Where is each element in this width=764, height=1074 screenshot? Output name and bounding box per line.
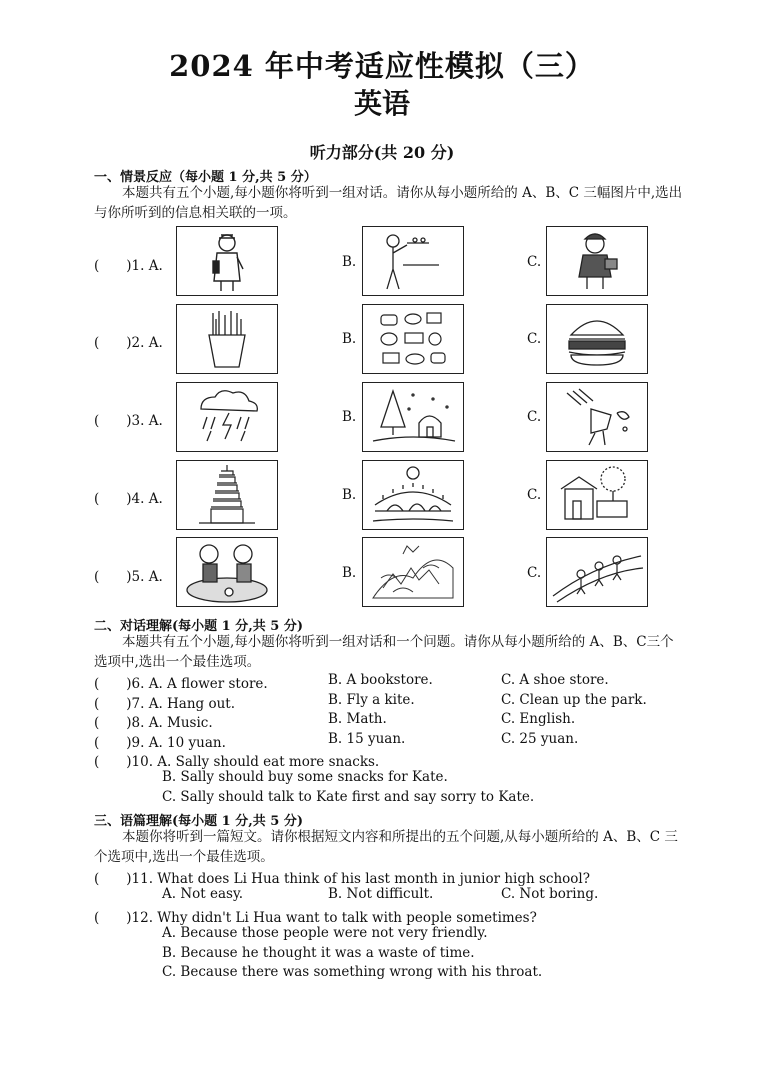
- q12-question: ( )12. Why didn't Li Hua want to talk with people sometimes?: [94, 910, 537, 926]
- q4-label-c: C.: [527, 487, 542, 503]
- q8-option-c: C. English.: [501, 711, 576, 727]
- q5-label-c: C.: [527, 565, 542, 581]
- q12-option-a: A. Because those people were not very friendly.: [162, 925, 488, 941]
- man-serving-tray-icon: [362, 226, 464, 296]
- thunderstorm-icon: [176, 382, 278, 452]
- q9-option-c: C. 25 yuan.: [501, 731, 579, 747]
- q8-option-b: B. Math.: [328, 711, 387, 727]
- pagoda-icon: [176, 460, 278, 530]
- q6-option-a: ( )6. A. A flower store.: [94, 676, 268, 692]
- section1-instructions: 本题共有五个小题,每小题你将听到一组对话。请你从每小题所给的 A、B、C 三幅图片中,选出与你所听到的信息相关联的一项。: [94, 185, 683, 221]
- q8-option-a: ( )8. A. Music.: [94, 715, 213, 731]
- q3-label-c: C.: [527, 409, 542, 425]
- house-with-tree-icon: [546, 460, 648, 530]
- q11-question: ( )11. What does Li Hua think of his last month in junior high school?: [94, 871, 590, 887]
- delivery-man-icon: [546, 226, 648, 296]
- q6-option-b: B. A bookstore.: [328, 672, 433, 688]
- q9-option-a: ( )9. A. 10 yuan.: [94, 735, 226, 751]
- section3-instructions: 本题你将听到一篇短文。请你根据短文内容和所提出的五个问题,从每小题所给的 A、B、C 三个选项中,选出一个最佳选项。: [94, 829, 678, 865]
- q1-label-c: C.: [527, 254, 542, 270]
- section2-heading: 二、对话理解(每小题 1 分,共 5 分): [94, 619, 304, 634]
- q5-number: ( )5. A.: [94, 569, 163, 585]
- man-with-bag-icon: [176, 226, 278, 296]
- q1-label-b: B.: [342, 254, 357, 270]
- q7-option-b: B. Fly a kite.: [328, 692, 415, 708]
- q2-label-b: B.: [342, 331, 357, 347]
- q11-option-a: A. Not easy.: [162, 886, 244, 902]
- french-fries-icon: [176, 304, 278, 374]
- crowd-sketch-icon: [362, 537, 464, 607]
- q2-label-c: C.: [527, 331, 542, 347]
- q9-option-b: B. 15 yuan.: [328, 731, 406, 747]
- q1-number: ( )1. A.: [94, 258, 163, 274]
- q10-option-c: C. Sally should talk to Kate first and say sorry to Kate.: [162, 789, 535, 805]
- q11-option-c: C. Not boring.: [501, 886, 599, 902]
- section1-heading: 一、情景反应（每小题 1 分,共 5 分）: [94, 170, 317, 185]
- kids-playing-icon: [176, 537, 278, 607]
- snowy-house-icon: [362, 382, 464, 452]
- q12-option-c: C. Because there was something wrong with his throat.: [162, 964, 543, 980]
- people-walking-icon: [546, 537, 648, 607]
- stone-bridge-icon: [362, 460, 464, 530]
- q12-option-b: B. Because he thought it was a waste of time.: [162, 945, 475, 961]
- q5-label-b: B.: [342, 565, 357, 581]
- q10-option-b: B. Sally should buy some snacks for Kate.: [162, 769, 448, 785]
- q6-option-c: C. A shoe store.: [501, 672, 609, 688]
- q11-option-b: B. Not difficult.: [328, 886, 434, 902]
- q2-number: ( )2. A.: [94, 335, 163, 351]
- q4-label-b: B.: [342, 487, 357, 503]
- hamburger-icon: [546, 304, 648, 374]
- q3-number: ( )3. A.: [94, 413, 163, 429]
- subject-title: 英语: [353, 87, 410, 120]
- section2-instructions: 本题共有五个小题,每小题你将听到一组对话和一个问题。请你从每小题所给的 A、B、C三个选项中,选出一个最佳选项。: [94, 634, 674, 670]
- snacks-candy-icon: [362, 304, 464, 374]
- q7-option-c: C. Clean up the park.: [501, 692, 647, 708]
- exam-title: 2024 年中考适应性模拟（三）: [169, 49, 595, 83]
- q10-option-a: ( )10. A. Sally should eat more snacks.: [94, 754, 380, 770]
- section3-heading: 三、语篇理解(每小题 1 分,共 5 分): [94, 814, 304, 829]
- part-title: 听力部分(共 20 分): [309, 143, 455, 162]
- q3-label-b: B.: [342, 409, 357, 425]
- q7-option-a: ( )7. A. Hang out.: [94, 696, 236, 712]
- q4-number: ( )4. A.: [94, 491, 163, 507]
- windy-leaves-icon: [546, 382, 648, 452]
